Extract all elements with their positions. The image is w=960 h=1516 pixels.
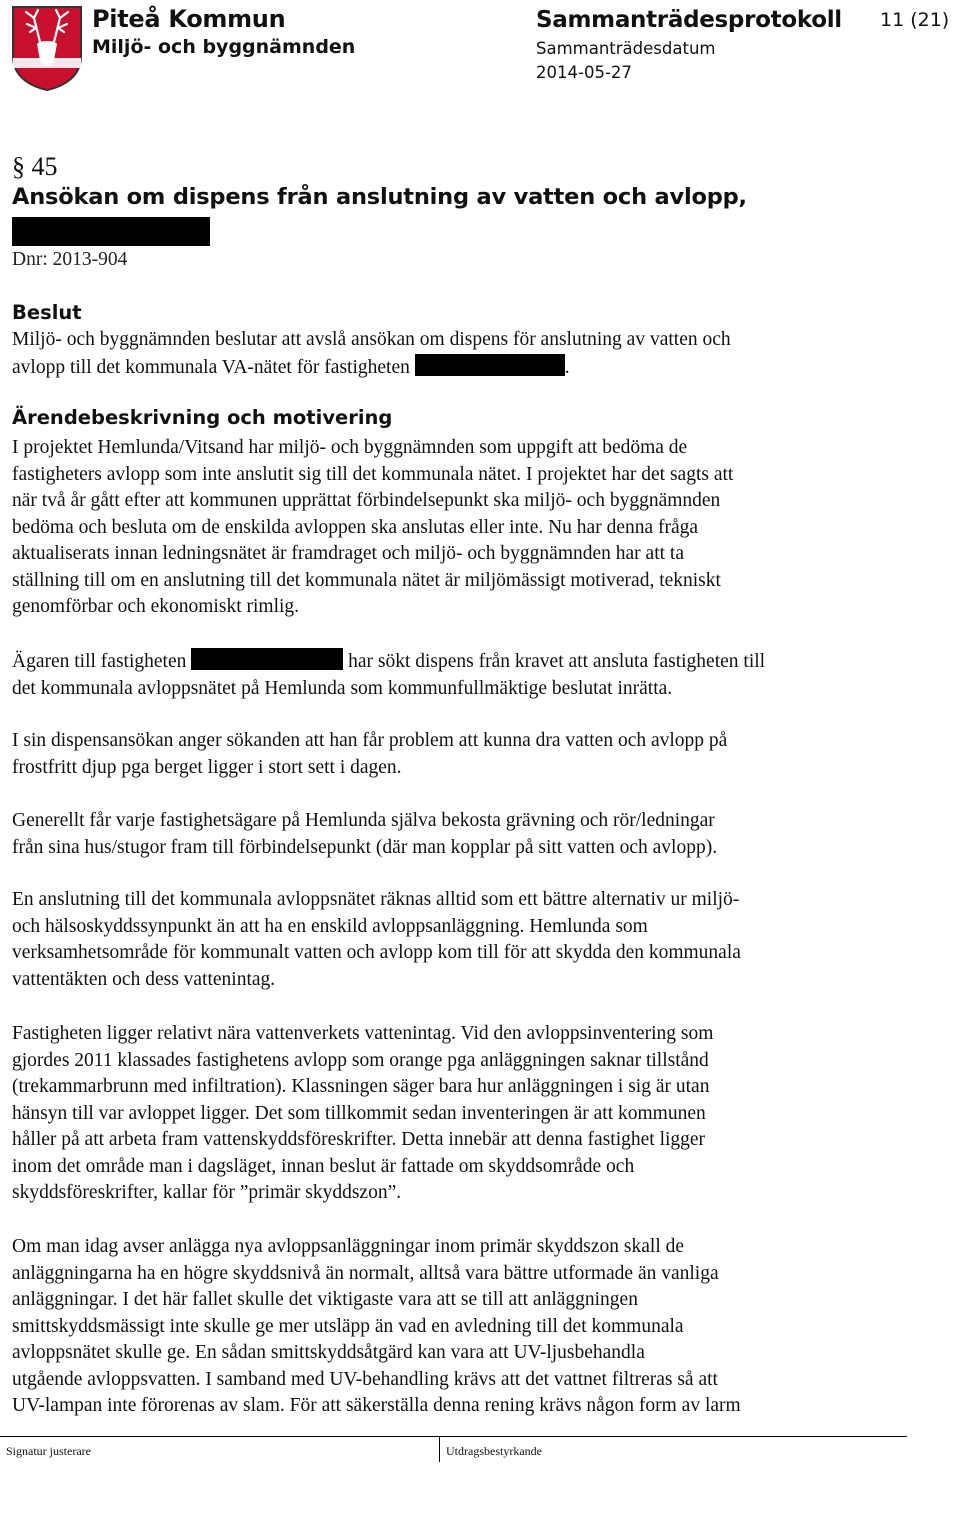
text-line <box>12 354 912 382</box>
text-line: bedöma och besluta om de enskilda avloppen ska anslutas eller inte. Nu har denna fråga <box>12 516 699 538</box>
text-line: Om man idag avser anlägga nya avloppsanläggningar inom primär skyddszon skall de <box>12 1236 685 1257</box>
reindeer-coat-of-arms-icon <box>10 4 84 92</box>
text-line: när två år gått efter att kommunen upprättat förbindelsepunkt ska miljö- och byggnämnden <box>12 490 721 511</box>
decision-heading: Beslut <box>12 301 82 324</box>
board-name: Miljö- och byggnämnden <box>92 36 356 58</box>
text-line: En anslutning till det kommunala avloppsnätet räknas alltid som ett bättre alternativ ur miljö- <box>12 889 740 910</box>
text-line: UV-lampan inte förorenas av slam. För att säkerställa denna rening krävs någon form av larm <box>12 1395 741 1416</box>
description-paragraph <box>12 887 912 993</box>
decision-paragraph <box>12 327 912 381</box>
document-type: Sammanträdesprotokoll <box>536 7 842 33</box>
text-line: aktualiserats innan ledningsnätet är framdraget och miljö- och byggnämnden har att ta <box>12 543 684 564</box>
text-line: hänsyn till var avloppet ligger. Det som tillkommit sedan inventeringen är att kommunen <box>12 1102 706 1124</box>
text-fragment: Ägaren till fastigheten <box>12 651 187 672</box>
redacted-property-name <box>191 648 343 670</box>
text-line: vattentäkten och dess vattenintag. <box>12 968 276 990</box>
text-line: från sina hus/stugor fram till förbindelsepunkt (där man kopplar på sitt vatten och avlopp). <box>12 836 718 858</box>
text-line: Generellt får varje fastighetsägare på Hemlunda själva bekosta grävning och rör/ledningar <box>12 810 715 831</box>
text-line: anläggningarna ha en högre skyddsnivå än normalt, alltså vara bättre utformade än vanliga <box>12 1262 719 1284</box>
text-fragment: . <box>564 356 570 378</box>
meeting-date-label: Sammanträdesdatum <box>536 39 716 58</box>
text-line: (trekammarbrunn med infiltration). Klassningen säger bara hur anläggningen i sig är utan <box>12 1076 710 1097</box>
text-line <box>12 648 912 676</box>
redacted-property-name <box>415 354 565 376</box>
description-paragraph <box>12 435 912 621</box>
text-line: och hälsoskyddssynpunkt än att ha en enskild avloppsanläggning. Hemlunda som <box>12 915 648 937</box>
text-line: smittskyddsmässigt inte skulle ge mer utsläpp än vad en avledning till det kommunala <box>12 1315 684 1337</box>
extract-label: Utdragsbestyrkande <box>446 1444 542 1458</box>
redacted-property-name <box>12 217 210 246</box>
text-fragment: avlopp till det kommunala VA-nätet för fastigheten <box>12 356 410 378</box>
description-paragraph <box>12 808 912 861</box>
description-paragraph <box>12 1234 912 1420</box>
logo-band <box>13 58 81 68</box>
text-line: fastigheters avlopp som inte anslutit sig till det kommunala nätet. I projektet har det sagts att <box>12 463 734 485</box>
page-number: 11 (21) <box>880 9 950 31</box>
description-paragraph <box>12 728 912 781</box>
text-line: ställning till om en anslutning till det kommunala nätet är miljömässigt motiverad, tekniskt <box>12 569 721 591</box>
text-line: skyddsföreskrifter, kallar för ”primär skyddszon”. <box>12 1182 402 1203</box>
text-line: Fastigheten ligger relativt nära vattenverkets vattenintag. Vid den avloppsinventering som <box>12 1023 714 1044</box>
text-line: avloppsnätet skulle ge. En sådan smittskyddsåtgärd kan vara att UV-ljusbehandla <box>12 1342 645 1363</box>
signature-label: Signatur justerare <box>6 1444 91 1458</box>
text-line: anläggningar. I det här fallet skulle det viktigaste vara att se till att anläggningen <box>12 1289 638 1310</box>
description-paragraph <box>12 648 912 702</box>
text-line: det kommunala avloppsnätet på Hemlunda som kommunfullmäktige beslutat inrätta. <box>12 677 673 699</box>
text-line: I projektet Hemlunda/Vitsand har miljö- och byggnämnden som uppgift att bedöma de <box>12 437 688 458</box>
text-line: I sin dispensansökan anger sökanden att han får problem att kunna dra vatten och avlopp på <box>12 730 728 751</box>
meeting-date: 2014-05-27 <box>536 63 632 82</box>
text-line: inom det område man i dagsläget, innan beslut är fattade om skyddsområde och <box>12 1155 635 1177</box>
description-paragraph <box>12 1021 912 1207</box>
text-line: håller på att arbeta fram vattenskyddsföreskrifter. Detta innebär att denna fastighet ligger <box>12 1129 706 1150</box>
item-title: Ansökan om dispens från anslutning av vatten och avlopp, <box>12 184 747 210</box>
organization-name: Piteå Kommun <box>92 5 286 33</box>
description-heading: Ärendebeskrivning och motivering <box>12 406 393 429</box>
text-line: Miljö- och byggnämnden beslutar att avslå ansökan om dispens för anslutning av vatten och <box>12 329 731 350</box>
case-number: Dnr: 2013-904 <box>12 249 128 270</box>
text-line: frostfritt djup pga berget ligger i stort sett i dagen. <box>12 756 402 778</box>
text-fragment: har sökt dispens från kravet att ansluta fastigheten till <box>348 651 766 672</box>
text-line: verksamhetsområde för kommunalt vatten och avlopp kom till för att skydda den kommunala <box>12 942 741 963</box>
text-line: genomförbar och ekonomiskt rimlig. <box>12 596 300 617</box>
section-number: § 45 <box>12 152 58 181</box>
text-line: gjordes 2011 klassades fastighetens avlopp som orange pga anläggningen saknar tillstånd <box>12 1049 709 1071</box>
text-line: utgående avloppsvatten. I samband med UV-behandling krävs att det vattnet filtreras så att <box>12 1368 718 1390</box>
